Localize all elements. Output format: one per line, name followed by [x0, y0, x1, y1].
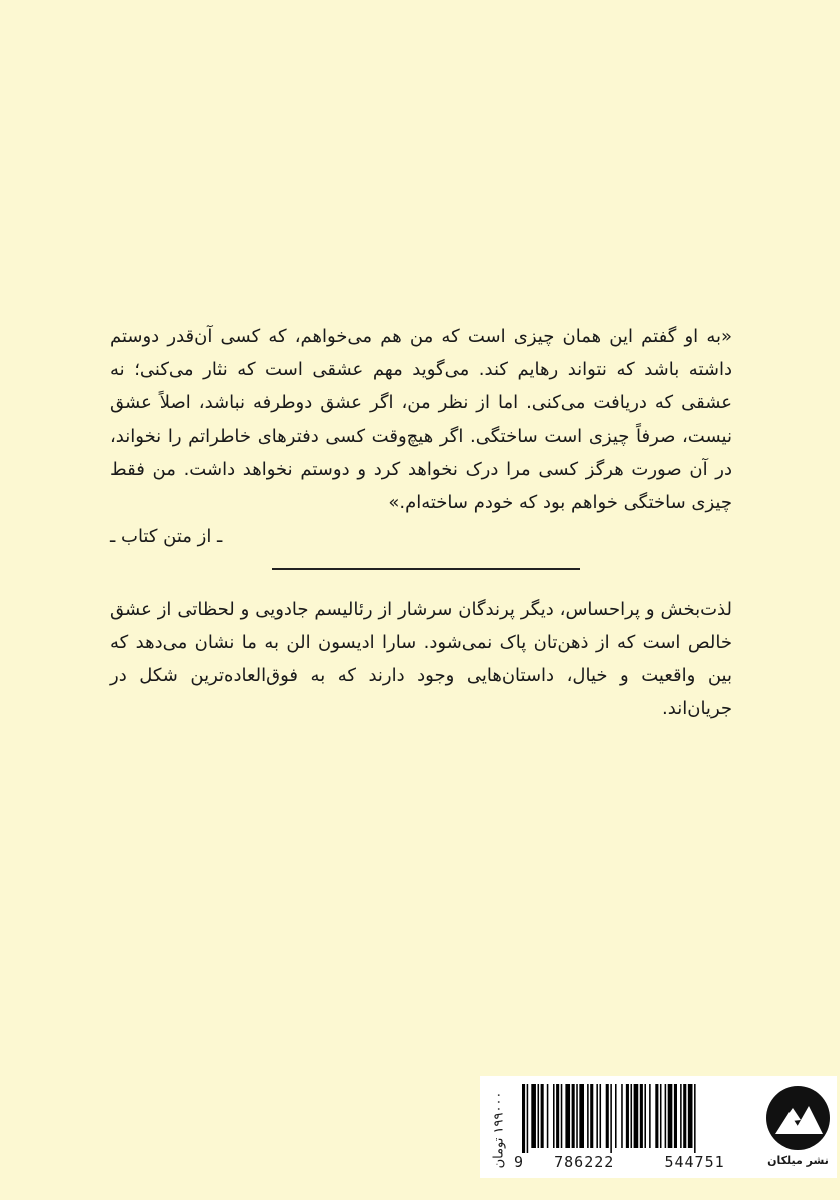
quote-source: ـ از متن کتاب ـ — [110, 526, 223, 547]
publisher-name: نشر میلکان — [767, 1154, 829, 1167]
blurb-text: لذت‌بخش و پراحساس، دیگر پرندگان سرشار از رئالیسم جادویی و لحظاتی از عشق خالص است که از ذهن‌تان پاک نمی‌شود. سارا ادیسون الن به ما نشان می‌دهد که بین واقعیت و خیال، داستان‌هایی وجود دارند که به فوق‌العاده‌ترین شکل در جریان‌اند. — [110, 599, 732, 719]
book-blurb — [110, 593, 732, 725]
isbn-digits — [514, 1153, 764, 1171]
price-text: ۱۹۹۰۰۰ تومان — [491, 1091, 507, 1169]
section-divider — [272, 568, 580, 570]
isbn-lead-digit: 9 — [514, 1153, 525, 1171]
quote-text: «به او گفتم این همان چیزی است که من هم می‌خواهم، که کسی آن‌قدر دوستم داشته باشد که نتواند رهایم کند. می‌گوید مهم عشقی است که نثار می‌کنی؛ نه عشقی که دریافت می‌کنی. اما از نظر من، اگر عشق دوطرفه نباشد، اصلاً عشق نیست، صرفاً چیزی است ساختگی. اگر هیچ‌وقت کسی دفترهای خاطراتم را نخواند، در آن صورت هرگز کسی مرا درک نخواهد کرد و دوستم نخواهد داشت. من فقط چیزی ساختگی خواهم بود که خودم ساخته‌ام.» — [110, 326, 732, 514]
barcode-bars — [514, 1084, 764, 1154]
barcode-panel — [480, 1076, 837, 1178]
book-quote — [110, 320, 732, 519]
mountain-logo-icon — [765, 1082, 831, 1154]
isbn-barcode — [484, 1082, 764, 1174]
isbn-group-1: 786222 — [554, 1153, 615, 1171]
publisher-logo — [765, 1082, 831, 1172]
price-label — [484, 1088, 514, 1172]
isbn-group-2: 544751 — [664, 1153, 725, 1171]
